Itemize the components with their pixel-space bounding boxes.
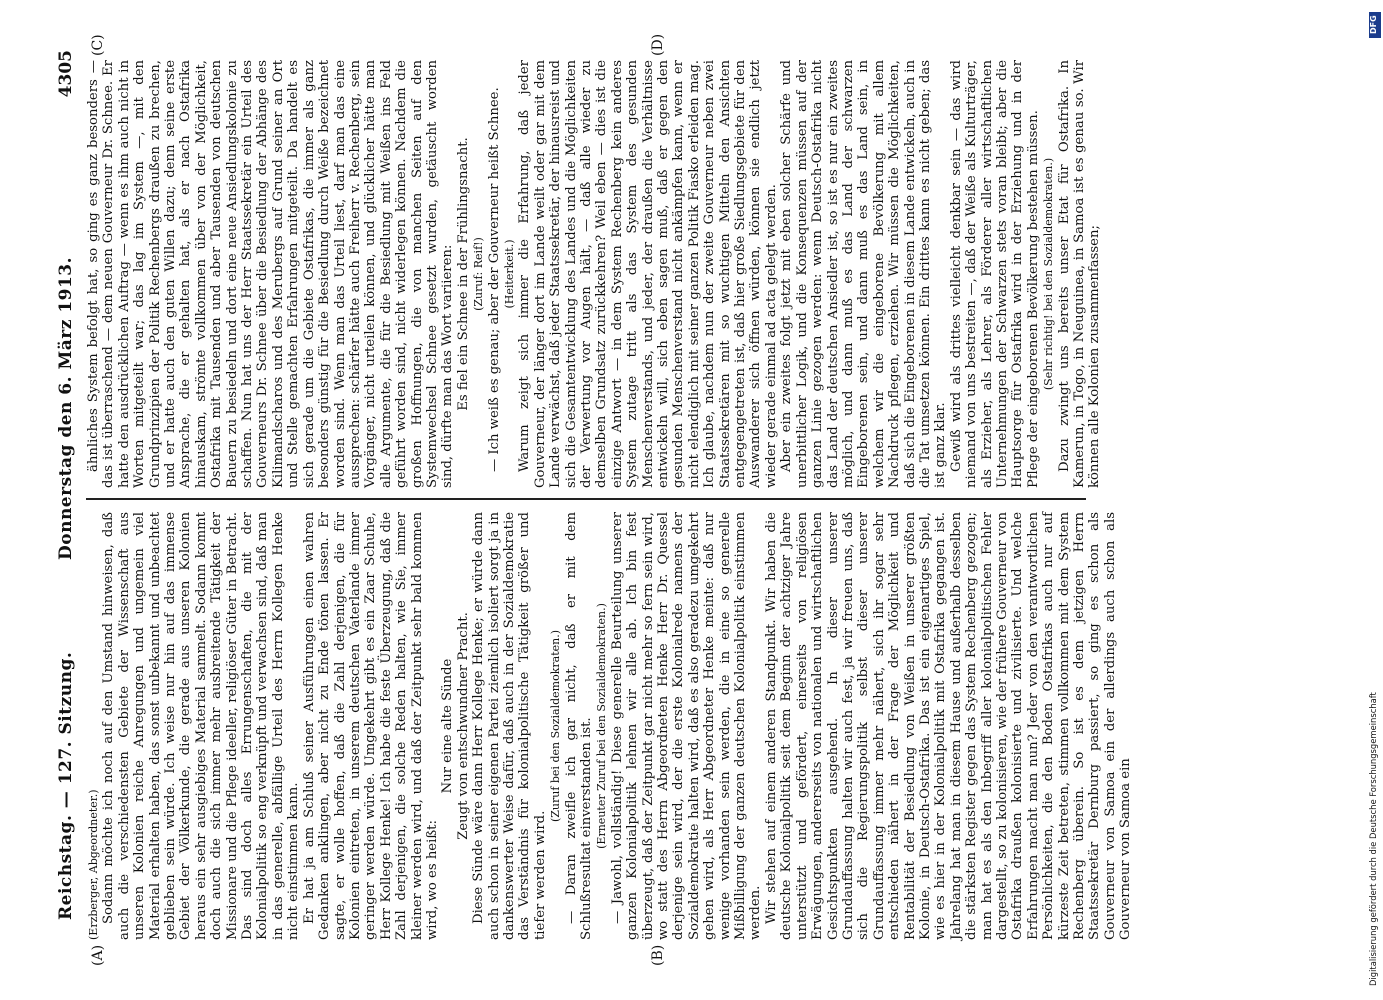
right-column-paragraph: — Ich weiß es genau; aber der Gouverneur heißt Schnee. [486,87,502,472]
header-left-title: Reichstag. — 127. Sitzung. [56,651,76,920]
left-column-paragraph: Nur eine alte Sünde [440,658,456,794]
digitization-credit: Digitalisierung gefördert durch die Deutsche Forschungsgemeinschaft [1368,692,1378,986]
left-text-column [86,512,1134,940]
right-column-paragraph: ähnliches System befolgt hat, so ging es ganz besonders — das ist überraschend — dem neuen Gouverneur Dr. Schnee. Er hatte den ausdrücklichen Auftrag — wenn es ihm auch nicht in Worten mitgeteilt war; das lag im System —, mit den Grundprinzipien der Politik Rechenbergs draußen zu brechen, und er hatte auch den guten Willen dazu; denn seine erste Ansprache, die er gehalten hat, als er nach Ostafrika hinauskam, strömte vollkommen über von der Möglichkeit, Ostafrika mit Tausenden und aber Tausenden von deutschen Bauern zu besiedeln und dort eine neue Ansiedlungskolonie zu schaffen. Nun hat uns der Herr Staatssekretär ein Urteil des Gouverneurs Dr. Schnee über die Besiedlung der Abhänge des Kilimandscharos und des Merubergs auf Grund seiner an Ort und Stelle gemachten Erfahrungen mitgeteilt. Da handelt es sich gerade um die Gebiete Ostafrikas, die immer als ganz besonders günstig für die Besiedlung durch Weiße bezeichnet worden sind. Wenn man das Urteil liest, darf man das eine aussprechen: schärfer hätte auch Freiherr v. Rechenberg, sein Vorgänger, nicht urteilen können, und glücklicher hätte man alle Argumente, die für die Besiedlung mit Weißen ins Feld geführt worden sind, nicht widerlegen können. Nachdem die großen Hoffnungen, die von manchen Seiten auf den Systemwechsel Schnee gesetzt wurden, getäuscht worden sind, dürfte man das Wort variieren: [86,60,456,488]
right-column-paragraph: (Zuruf: Reif!) [472,237,486,311]
right-column-paragraph: Warum zeigt sich immer die Erfahrung, daß jeder Gouverneur, der länger dort im Lande weilt oder gar mit dem Lande verwächst, daß jeder Staatssekretär, der hinausreist und sich die Gesamtentwicklung des Landes und die Möglichkeiten der Verwertung vor Augen hält, — daß alle wieder zu demselben Grundsatz zurückkehren? Weil eben — dies ist die einzige Antwort — in dem System Rechenberg kein anderes System zutage tritt als das System des gesunden Menschenverstands, und jeder, der draußen die Verhältnisse entwickeln will, sich eben sagen muß, daß er gegen den gesunden Menschenverstand nicht ankämpfen kann, wenn er nicht elendiglich mit seiner ganzen Politik Fiasko erleiden mag. Ich glaube, nachdem nun der zweite Gouverneur neben zwei Staatssekretären mit so wuchtigen Mitteln den Ansichten entgegengetreten ist, daß hier große Siedlungsgebiete für den Auswanderer sich öffnen würden, können sie endlich jetzt wieder gerade einmal ad acta gelegt werden. [517,60,779,488]
margin-marker-a: (A) [90,944,106,966]
page-header [50,40,80,940]
page-number: 4305 [56,50,76,98]
right-column-paragraph: Es fiel ein Schnee in der Frühlingsnacht. [455,137,471,411]
margin-marker-c: (C) [90,34,106,56]
right-column-paragraph: (Sehr richtig! bei den Sozialdemokraten.) [1042,157,1056,391]
margin-marker-d: (D) [650,33,666,56]
right-column-paragraph: Gewiß wird als drittes vielleicht denkbar sein — das wird niemand von uns bestreiten —, daß der Weiße als Kulturträger, als Erzieher, als Lehrer, als Förderer aller wirtschaftlichen Unternehmungen der Schwarzen stets voran bleibt; aber die Hauptsorge für Ostafrika wird in der Erziehung und in der Pflege der eingeborenen Bevölkerung bestehen müssen. [948,60,1041,488]
left-column-paragraph: Diese Sünde wäre dann Herr Kollege Henke; er würde dann auch schon in seiner eigenen Partei ziemlich isoliert sorgt ja in dankenswerter Weise dafür, daß auch in der Sozialdemokratie das Verständnis für kolonialpolitische Tätigkeit größer und tiefer werden wird. [471,512,548,940]
right-column-paragraph: (Heiterkeit.) [502,239,516,309]
left-column-paragraph: (Erneuter Zuruf bei den Sozialdemokraten.) [595,603,609,849]
right-column-paragraph: Dazu zwingt uns bereits unser Etat für Ostafrika. In Kamerun, in Togo, in Neuguinea, in Samoa ist es genau so. Wir können alle Kolonien zusammenfassen; [1056,60,1103,488]
rotated-page-content [50,33,1340,966]
column-divider [86,498,1086,500]
left-column-paragraph: (Zuruf bei den Sozialdemokraten.) [549,629,563,823]
left-column-paragraph: — Daran zweifle ich gar nicht, daß er mit dem Schlußresultat einverstanden ist. [563,512,594,940]
left-column-paragraph: Sodann möchte ich noch auf den Umstand hinweisen, daß auch die verschiedensten Gebiete der Wissenschaft aus unseren Kolonien reiche Anregungen und ungemein viel Material erhalten haben, das sonst unbekannt und unbeachtet geblieben sein würde. Ich weise nur hin auf das immense Gebiet der Völkerkunde, die gerade aus unseren Kolonien heraus ein sehr ausgiebiges Material sammelt. Sodann kommt doch auch die sich immer mehr ausbreitende Tätigkeit der Missionare und die Pflege ideeller, religiöser Güter in Betracht. Das sind doch alles Errungenschaften, die mit der Kolonialpolitik so eng verknüpft und verwachsen sind, daß man in das generelle, abfällige Urteil des Herrn Kollegen Henke nicht einstimmen kann. [101,512,302,940]
left-column-paragraph: — Jawohl, vollständig! Diese generelle Beurteilung unserer ganzen Kolonialpolitik lehnen wir alle ab. Ich bin fest überzeugt, daß der Zeitpunkt gar nicht mehr so fern sein wird, wo statt des Herrn Abgeordneten Henke Herr Dr. Quessel derjenige sein wird, der die erste Kolonialrede namens der Sozialdemokratie halten wird, daß es also geradezu umgekehrt gehen wird, als Herr Abgeordneter Henke meinte: daß nur wenige vorhanden sein werden, die in eine so generelle Mißbilligung der ganzen deutschen Kolonialpolitik einstimmen werden. [609,512,764,940]
left-column-paragraph: (Erzberger, Abgeordneter.) [87,789,100,940]
right-column-paragraph: Aber ein zweites folgt jetzt mit eben solcher Schärfe und unerbittlicher Logik, und die Konsequenzen müssen auf der ganzen Linie gezogen werden: wenn Deutsch-Ostafrika nicht das Land der deutschen Ansiedler ist, so ist es nur ein zweites möglich, und dann muß es das Land der schwarzen Eingeborenen sein, und dann muß es das Land sein, in welchem wir die eingeborene Bevölkerung mit allem Nachdruck pflegen, erziehen. Wir müssen die Möglichkeiten, daß sich die Eingeborenen in diesem Lande entwickeln, auch in die Tat umsetzen können. Ein drittes kann es nicht geben; das ist ganz klar. [779,60,949,488]
right-text-column [86,60,1103,488]
left-column-paragraph: Er hat ja am Schluß seiner Ausführungen einen wahren Gedanken anklingen, aber nicht zu Ende tönen lassen. Er sagte, er wolle hoffen, daß die Zahl derjenigen, die für Kolonien eintreten, in unserem deutschen Vaterlande immer geringer werden würde. Umgekehrt gibt es ein Zaar Schuhe, Herr Kollege Henke! Ich habe die feste Überzeugung, daß die Zahl derjenigen, die solche Reden halten, wie Sie, immer kleiner werden wird, und daß der Zeitpunkt sehr bald kommen wird, wo es heißt: [301,512,440,940]
left-column-paragraph: Zeugt von entschwundner Pracht. [455,612,471,840]
margin-marker-b: (B) [650,944,666,966]
header-right-title: Donnerstag den 6. März 1913. [56,256,76,560]
left-column-paragraph: Wir stehen auf einem anderen Standpunkt. Wir haben die deutsche Kolonialpolitik seit dem Beginn der achtziger Jahre unterstützt und gefördert, einerseits von religiösen Erwägungen, andererseits von nationalen und wirtschaftlichen Gesichtspunkten ausgehend. In dieser unserer Grundauffassung halten wir auch fest, ja wir freuen uns, daß sich die Regierungspolitik selbst dieser unserer Grundauffassung immer mehr nähert, sich ihr sogar sehr entschieden nähert in der Frage der Möglichkeit und Rentabilität der Besiedlung von Weißen in unserer größten Kolonie, in Deutsch-Ostafrika. Das ist ein eigenartiges Spiel, wie es hier in der Kolonialpolitik mit Ostafrika gegangen ist. Jahrelang hat man in diesem Hause und außerhalb desselben die stärksten Register gegen das System Rechenberg gezogen; man hat es als den Inbegriff aller kolonialpolitischen Fehler dargestellt, so zu kolonisieren, wie der frühere Gouverneur von Ostafrika draußen kolonisierte und zivilisierte. Und welche Erfahrungen macht man nun? Jeder von den verantwortlichen Persönlichkeiten, die den Boden Ostafrikas auch nur auf kürzeste Zeit betreten, stimmen vollkommen mit dem System Rechenberg überein. So ist es dem jetzigen Herrn Staatssekretär Dernburg passiert, so ging es schon als Gouverneur von Samoa ein der allerdings auch schon als Gouverneur von Samoa ein [763,512,1134,940]
dfg-logo: DFG [1369,12,1381,38]
